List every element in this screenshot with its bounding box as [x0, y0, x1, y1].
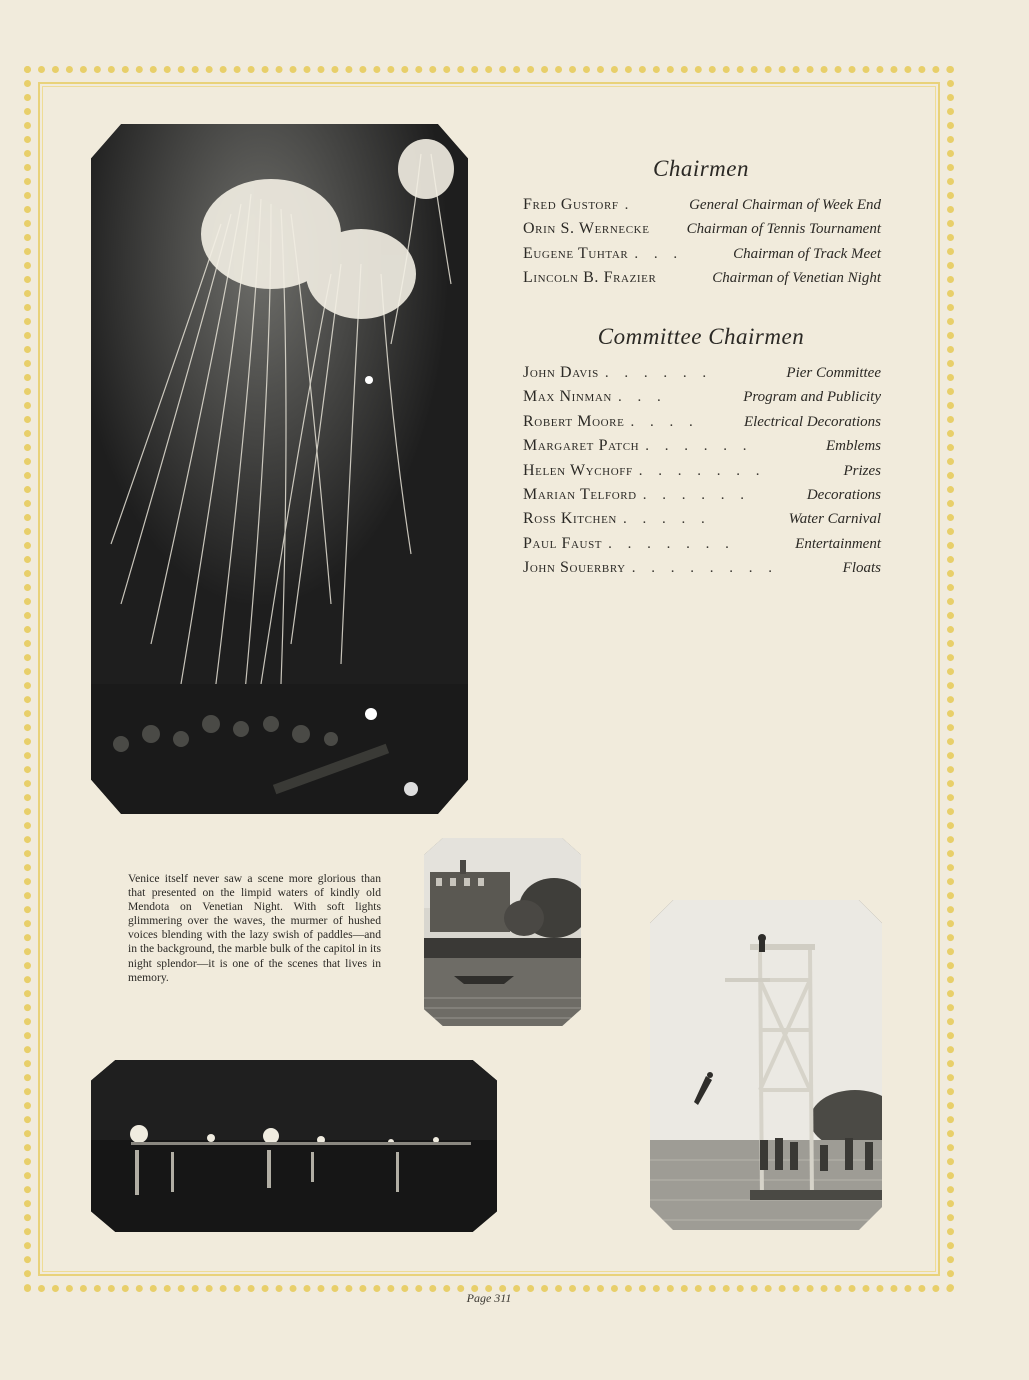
canoes-on-lake-photo — [424, 838, 581, 1026]
leader-dots: . . . . . . — [642, 486, 750, 503]
chairman-role: Water Carnival — [788, 511, 881, 528]
chairman-name: Orin S. Wernecke — [523, 220, 650, 238]
page-number: Page 311 — [466, 1291, 512, 1305]
leader-dots: . . . — [617, 389, 667, 406]
chairman-name: Robert Moore — [523, 412, 625, 430]
committee-row — [523, 220, 881, 244]
chairman-role: Program and Publicity — [743, 389, 881, 406]
chairman-name: John Davis — [523, 364, 599, 381]
committee-row — [523, 364, 881, 388]
committee-row — [523, 559, 881, 583]
committee-row — [523, 269, 881, 293]
committee-row — [523, 486, 881, 510]
chairman-role: Floats — [842, 560, 881, 577]
chairman-role: Entertainment — [795, 535, 881, 552]
chairman-name: Marian Telford — [523, 485, 637, 503]
leader-dots: . . . — [634, 245, 684, 262]
leader-dots: . . . . . . . . — [631, 560, 778, 577]
committee-row — [523, 437, 881, 461]
committee-row — [523, 535, 881, 559]
chairman-name: Ross Kitchen — [523, 510, 617, 528]
chairman-role: Electrical Decorations — [743, 413, 881, 430]
chairman-name: Helen Wychoff — [523, 461, 633, 479]
chairman-role: Chairman of Track Meet — [733, 245, 881, 262]
chairmen-heading: Chairmen — [653, 156, 749, 181]
leader-dots: . . . . . . — [604, 365, 713, 381]
chairman-role: Pier Committee — [786, 365, 881, 381]
chairman-role: Decorations — [806, 486, 881, 503]
leader-dots: . . . . . . . — [608, 535, 735, 552]
committee-chairmen-heading: Committee Chairmen — [597, 324, 805, 349]
venetian-night-caption: Venice itself never saw a scene more glorious than that presented on the limpid waters of kindly old Mendota on Venetian Night. With soft lights glimmering over the waves, the murmer of hushed voices blending with the lazy swish of paddles—and in the background, the marble bulk of the capitol in its night splendor—it is one of the scenes that lives in memory. — [128, 872, 381, 984]
committee-row — [523, 388, 881, 412]
committee-row — [523, 196, 881, 220]
chairman-role: Chairman of Venetian Night — [712, 270, 881, 287]
chairman-name: Fred Gustorf — [523, 196, 619, 213]
committee-row — [523, 245, 881, 269]
leader-dots: . . . . — [630, 413, 699, 430]
leader-dots: . . . . . — [622, 511, 711, 528]
committee-row — [523, 510, 881, 534]
chairman-name: Paul Faust — [523, 534, 603, 552]
leader-dots: . . . . . . — [645, 438, 753, 455]
committee-row — [523, 462, 881, 486]
chairman-name: Lincoln B. Frazier — [523, 269, 657, 287]
chairman-role: Chairman of Tennis Tournament — [686, 221, 881, 238]
fireworks-photo — [91, 124, 468, 814]
diving-tower-photo — [650, 900, 882, 1230]
chairman-role: Emblems — [826, 438, 881, 455]
leader-dots: . — [624, 197, 635, 213]
chairman-role: General Chairman of Week End — [689, 197, 881, 213]
chairman-name: Margaret Patch — [523, 437, 640, 455]
chairman-name: John Souerbry — [523, 559, 626, 577]
chairmen-list — [523, 196, 881, 294]
night-lake-lights-photo — [91, 1060, 497, 1232]
leader-dots: . . . . . . . — [638, 462, 766, 479]
committee-row — [523, 413, 881, 437]
chairman-role: Prizes — [843, 462, 881, 479]
chairman-name: Eugene Tuhtar — [523, 244, 629, 262]
chairman-name: Max Ninman — [523, 388, 612, 406]
committee-chairmen-list — [523, 364, 881, 584]
